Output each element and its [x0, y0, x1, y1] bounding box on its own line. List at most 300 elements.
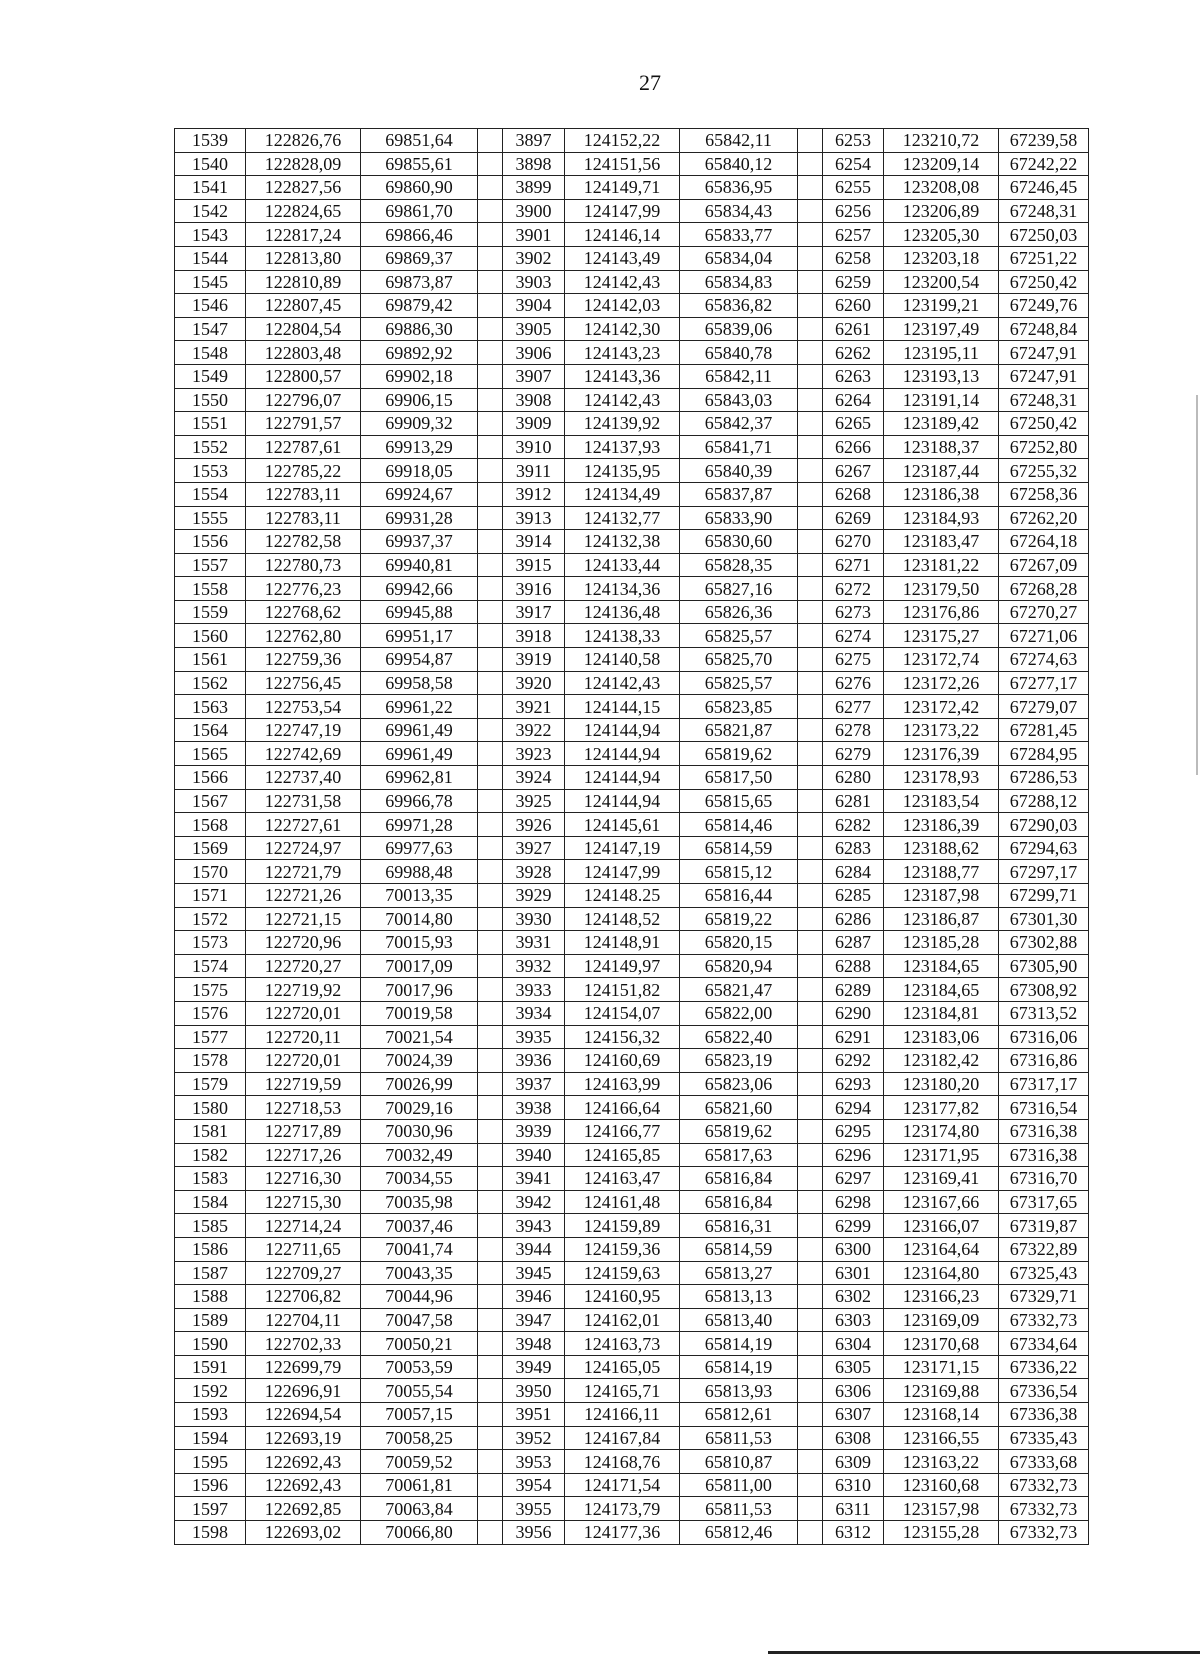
- coordinate-y-cell: 65822,00: [680, 1001, 798, 1025]
- coordinate-x-cell: 123166,55: [884, 1426, 999, 1450]
- table-row: [175, 482, 1089, 506]
- coordinate-x-cell: 124161,48: [565, 1190, 680, 1214]
- coordinate-y-cell: 65819,22: [680, 907, 798, 931]
- coordinate-y-cell: 67316,38: [999, 1119, 1089, 1143]
- coordinate-y-cell: 70058,25: [361, 1426, 478, 1450]
- point-number-cell: 6267: [823, 459, 884, 483]
- point-number-cell: 6297: [823, 1167, 884, 1191]
- column-gap: [478, 129, 503, 153]
- table-row: [175, 1355, 1089, 1379]
- coordinate-y-cell: 70034,55: [361, 1167, 478, 1191]
- column-gap: [478, 907, 503, 931]
- point-number-cell: 1572: [175, 907, 246, 931]
- table-row: [175, 530, 1089, 554]
- column-gap: [798, 577, 823, 601]
- column-gap: [478, 1308, 503, 1332]
- table-row: [175, 459, 1089, 483]
- column-gap: [798, 1119, 823, 1143]
- coordinate-y-cell: 67332,73: [999, 1497, 1089, 1521]
- coordinate-x-cell: 122787,61: [246, 435, 361, 459]
- coordinate-y-cell: 65840,39: [680, 459, 798, 483]
- column-gap: [478, 931, 503, 955]
- column-gap: [798, 907, 823, 931]
- column-gap: [478, 435, 503, 459]
- point-number-cell: 1552: [175, 435, 246, 459]
- column-gap: [798, 246, 823, 270]
- table-row: [175, 789, 1089, 813]
- coordinate-x-cell: 124147,19: [565, 836, 680, 860]
- coordinate-y-cell: 69954,87: [361, 648, 478, 672]
- coordinate-y-cell: 65811,00: [680, 1473, 798, 1497]
- coordinate-y-cell: 70047,58: [361, 1308, 478, 1332]
- coordinate-y-cell: 70026,99: [361, 1072, 478, 1096]
- point-number-cell: 6266: [823, 435, 884, 459]
- point-number-cell: 6311: [823, 1497, 884, 1521]
- coordinate-y-cell: 65834,83: [680, 270, 798, 294]
- column-gap: [478, 317, 503, 341]
- point-number-cell: 1553: [175, 459, 246, 483]
- coordinate-y-cell: 67258,36: [999, 482, 1089, 506]
- point-number-cell: 3911: [503, 459, 565, 483]
- point-number-cell: 3938: [503, 1096, 565, 1120]
- coordinate-y-cell: 70035,98: [361, 1190, 478, 1214]
- coordinate-y-cell: 69961,22: [361, 695, 478, 719]
- coordinate-x-cell: 124167,84: [565, 1426, 680, 1450]
- column-gap: [798, 1426, 823, 1450]
- coordinate-y-cell: 69962,81: [361, 766, 478, 790]
- column-gap: [478, 364, 503, 388]
- coordinate-y-cell: 67239,58: [999, 129, 1089, 153]
- table-row: [175, 152, 1089, 176]
- coordinate-x-cell: 122824,65: [246, 199, 361, 223]
- coordinate-x-cell: 123197,49: [884, 317, 999, 341]
- coordinate-y-cell: 69918,05: [361, 459, 478, 483]
- coordinate-x-cell: 122800,57: [246, 364, 361, 388]
- point-number-cell: 3955: [503, 1497, 565, 1521]
- coordinate-y-cell: 65814,59: [680, 1237, 798, 1261]
- coordinate-y-cell: 67248,31: [999, 388, 1089, 412]
- column-gap: [478, 1072, 503, 1096]
- point-number-cell: 3927: [503, 836, 565, 860]
- coordinate-y-cell: 67316,70: [999, 1167, 1089, 1191]
- coordinate-x-cell: 123163,22: [884, 1450, 999, 1474]
- coordinate-x-cell: 124137,93: [565, 435, 680, 459]
- coordinate-y-cell: 70032,49: [361, 1143, 478, 1167]
- coordinate-x-cell: 122721,26: [246, 884, 361, 908]
- coordinate-x-cell: 123168,14: [884, 1403, 999, 1427]
- coordinate-x-cell: 123167,66: [884, 1190, 999, 1214]
- point-number-cell: 6272: [823, 577, 884, 601]
- point-number-cell: 6276: [823, 671, 884, 695]
- column-gap: [478, 1119, 503, 1143]
- point-number-cell: 6312: [823, 1521, 884, 1545]
- point-number-cell: 1573: [175, 931, 246, 955]
- coordinate-x-cell: 123166,23: [884, 1285, 999, 1309]
- point-number-cell: 6268: [823, 482, 884, 506]
- point-number-cell: 6306: [823, 1379, 884, 1403]
- coordinate-y-cell: 70013,35: [361, 884, 478, 908]
- point-number-cell: 1560: [175, 624, 246, 648]
- point-number-cell: 3940: [503, 1143, 565, 1167]
- point-number-cell: 3916: [503, 577, 565, 601]
- coordinate-y-cell: 67308,92: [999, 978, 1089, 1002]
- column-gap: [478, 1237, 503, 1261]
- point-number-cell: 3950: [503, 1379, 565, 1403]
- coordinate-x-cell: 124138,33: [565, 624, 680, 648]
- column-gap: [478, 176, 503, 200]
- point-number-cell: 3932: [503, 954, 565, 978]
- coordinate-x-cell: 123173,22: [884, 718, 999, 742]
- coordinate-y-cell: 67336,54: [999, 1379, 1089, 1403]
- coordinate-x-cell: 122709,27: [246, 1261, 361, 1285]
- column-gap: [798, 600, 823, 624]
- coordinate-y-cell: 67335,43: [999, 1426, 1089, 1450]
- coordinate-x-cell: 123166,07: [884, 1214, 999, 1238]
- column-gap: [478, 388, 503, 412]
- coordinate-x-cell: 123183,54: [884, 789, 999, 813]
- point-number-cell: 1585: [175, 1214, 246, 1238]
- table-row: [175, 600, 1089, 624]
- column-gap: [798, 129, 823, 153]
- column-gap: [798, 1473, 823, 1497]
- coordinate-y-cell: 65819,62: [680, 742, 798, 766]
- coordinate-y-cell: 69924,67: [361, 482, 478, 506]
- point-number-cell: 6270: [823, 530, 884, 554]
- point-number-cell: 6286: [823, 907, 884, 931]
- column-gap: [798, 624, 823, 648]
- coordinate-y-cell: 65840,12: [680, 152, 798, 176]
- coordinate-x-cell: 122759,36: [246, 648, 361, 672]
- coordinate-x-cell: 124147,99: [565, 860, 680, 884]
- coordinate-y-cell: 69940,81: [361, 553, 478, 577]
- point-number-cell: 1544: [175, 246, 246, 270]
- coordinate-x-cell: 124144,94: [565, 766, 680, 790]
- coordinate-x-cell: 122720,27: [246, 954, 361, 978]
- column-gap: [478, 766, 503, 790]
- coordinate-y-cell: 67274,63: [999, 648, 1089, 672]
- coordinate-x-cell: 122783,11: [246, 482, 361, 506]
- table-row: [175, 1237, 1089, 1261]
- coordinate-y-cell: 69909,32: [361, 412, 478, 436]
- coordinate-y-cell: 67268,28: [999, 577, 1089, 601]
- column-gap: [478, 1214, 503, 1238]
- coordinate-x-cell: 124133,44: [565, 553, 680, 577]
- point-number-cell: 1571: [175, 884, 246, 908]
- point-number-cell: 1578: [175, 1049, 246, 1073]
- column-gap: [478, 1190, 503, 1214]
- point-number-cell: 1539: [175, 129, 246, 153]
- point-number-cell: 1554: [175, 482, 246, 506]
- point-number-cell: 3914: [503, 530, 565, 554]
- coordinate-x-cell: 123160,68: [884, 1473, 999, 1497]
- table-row: [175, 1167, 1089, 1191]
- table-row: [175, 836, 1089, 860]
- column-gap: [798, 223, 823, 247]
- coordinate-x-cell: 123206,89: [884, 199, 999, 223]
- column-gap: [478, 530, 503, 554]
- point-number-cell: 6288: [823, 954, 884, 978]
- column-gap: [798, 482, 823, 506]
- point-number-cell: 1586: [175, 1237, 246, 1261]
- coordinate-x-cell: 123203,18: [884, 246, 999, 270]
- coordinate-y-cell: 65825,57: [680, 671, 798, 695]
- coordinate-x-cell: 124146,14: [565, 223, 680, 247]
- point-number-cell: 1542: [175, 199, 246, 223]
- coordinate-x-cell: 124163,99: [565, 1072, 680, 1096]
- column-gap: [478, 978, 503, 1002]
- column-gap: [798, 695, 823, 719]
- table-row: [175, 1473, 1089, 1497]
- point-number-cell: 1565: [175, 742, 246, 766]
- coordinate-y-cell: 65810,87: [680, 1450, 798, 1474]
- point-number-cell: 3924: [503, 766, 565, 790]
- table-row: [175, 648, 1089, 672]
- coordinate-x-cell: 124143,49: [565, 246, 680, 270]
- coordinate-y-cell: 65820,94: [680, 954, 798, 978]
- point-number-cell: 1590: [175, 1332, 246, 1356]
- coordinate-y-cell: 69931,28: [361, 506, 478, 530]
- point-number-cell: 6255: [823, 176, 884, 200]
- point-number-cell: 3922: [503, 718, 565, 742]
- column-gap: [798, 412, 823, 436]
- point-number-cell: 6291: [823, 1025, 884, 1049]
- column-gap: [478, 836, 503, 860]
- table-row: [175, 506, 1089, 530]
- coordinate-x-cell: 122826,76: [246, 129, 361, 153]
- point-number-cell: 6307: [823, 1403, 884, 1427]
- point-number-cell: 3906: [503, 341, 565, 365]
- table-row: [175, 884, 1089, 908]
- coordinate-y-cell: 67242,22: [999, 152, 1089, 176]
- coordinate-x-cell: 122699,79: [246, 1355, 361, 1379]
- point-number-cell: 3947: [503, 1308, 565, 1332]
- coordinate-y-cell: 70019,58: [361, 1001, 478, 1025]
- table-row: [175, 954, 1089, 978]
- point-number-cell: 1556: [175, 530, 246, 554]
- point-number-cell: 1570: [175, 860, 246, 884]
- coordinate-y-cell: 69961,49: [361, 742, 478, 766]
- coordinate-y-cell: 67329,71: [999, 1285, 1089, 1309]
- coordinate-y-cell: 70057,15: [361, 1403, 478, 1427]
- point-number-cell: 6261: [823, 317, 884, 341]
- column-gap: [798, 813, 823, 837]
- coordinate-x-cell: 123155,28: [884, 1521, 999, 1545]
- coordinate-x-cell: 124166,64: [565, 1096, 680, 1120]
- coordinate-y-cell: 67290,03: [999, 813, 1089, 837]
- coordinate-x-cell: 122720,01: [246, 1049, 361, 1073]
- point-number-cell: 3929: [503, 884, 565, 908]
- coordinate-x-cell: 124163,47: [565, 1167, 680, 1191]
- point-number-cell: 3953: [503, 1450, 565, 1474]
- point-number-cell: 6295: [823, 1119, 884, 1143]
- point-number-cell: 6264: [823, 388, 884, 412]
- coordinate-x-cell: 124168,76: [565, 1450, 680, 1474]
- coordinate-y-cell: 65820,15: [680, 931, 798, 955]
- coordinate-y-cell: 67301,30: [999, 907, 1089, 931]
- coordinate-x-cell: 122714,24: [246, 1214, 361, 1238]
- coordinate-x-cell: 124171,54: [565, 1473, 680, 1497]
- coordinate-y-cell: 65821,47: [680, 978, 798, 1002]
- coordinate-x-cell: 122711,65: [246, 1237, 361, 1261]
- coordinate-y-cell: 69861,70: [361, 199, 478, 223]
- coordinate-x-cell: 122776,23: [246, 577, 361, 601]
- coordinate-x-cell: 124163,73: [565, 1332, 680, 1356]
- coordinate-x-cell: 124148.25: [565, 884, 680, 908]
- coordinate-y-cell: 65837,87: [680, 482, 798, 506]
- coordinate-x-cell: 124166,11: [565, 1403, 680, 1427]
- coordinate-x-cell: 123191,14: [884, 388, 999, 412]
- coordinate-x-cell: 123164,80: [884, 1261, 999, 1285]
- table-row: [175, 246, 1089, 270]
- point-number-cell: 6281: [823, 789, 884, 813]
- column-gap: [478, 1379, 503, 1403]
- column-gap: [798, 435, 823, 459]
- coordinate-y-cell: 67255,32: [999, 459, 1089, 483]
- column-gap: [478, 1473, 503, 1497]
- column-gap: [478, 1001, 503, 1025]
- coordinate-x-cell: 123176,86: [884, 600, 999, 624]
- coordinate-y-cell: 65833,77: [680, 223, 798, 247]
- column-gap: [478, 695, 503, 719]
- point-number-cell: 3952: [503, 1426, 565, 1450]
- column-gap: [798, 789, 823, 813]
- point-number-cell: 6254: [823, 152, 884, 176]
- table-row: [175, 1025, 1089, 1049]
- coordinate-x-cell: 122785,22: [246, 459, 361, 483]
- column-gap: [798, 199, 823, 223]
- coordinate-y-cell: 70014,80: [361, 907, 478, 931]
- coordinate-x-cell: 124134,36: [565, 577, 680, 601]
- column-gap: [478, 813, 503, 837]
- coordinate-y-cell: 65821,87: [680, 718, 798, 742]
- table-row: [175, 1403, 1089, 1427]
- coordinate-x-cell: 124143,36: [565, 364, 680, 388]
- point-number-cell: 1591: [175, 1355, 246, 1379]
- point-number-cell: 3937: [503, 1072, 565, 1096]
- coordinate-y-cell: 69873,87: [361, 270, 478, 294]
- coordinate-x-cell: 124151,82: [565, 978, 680, 1002]
- coordinate-x-cell: 122753,54: [246, 695, 361, 719]
- column-gap: [478, 648, 503, 672]
- point-number-cell: 3942: [503, 1190, 565, 1214]
- table-row: [175, 695, 1089, 719]
- column-gap: [798, 553, 823, 577]
- coordinate-x-cell: 123169,88: [884, 1379, 999, 1403]
- point-number-cell: 6273: [823, 600, 884, 624]
- coordinate-x-cell: 124144,15: [565, 695, 680, 719]
- table-row: [175, 1308, 1089, 1332]
- coordinate-x-cell: 123188,62: [884, 836, 999, 860]
- point-number-cell: 1575: [175, 978, 246, 1002]
- point-number-cell: 3954: [503, 1473, 565, 1497]
- point-number-cell: 1593: [175, 1403, 246, 1427]
- column-gap: [798, 1237, 823, 1261]
- point-number-cell: 1543: [175, 223, 246, 247]
- coordinate-x-cell: 124159,63: [565, 1261, 680, 1285]
- column-gap: [478, 1261, 503, 1285]
- point-number-cell: 6258: [823, 246, 884, 270]
- coordinate-x-cell: 123210,72: [884, 129, 999, 153]
- coordinate-x-cell: 124159,89: [565, 1214, 680, 1238]
- coordinate-y-cell: 69879,42: [361, 294, 478, 318]
- coordinate-x-cell: 124142,03: [565, 294, 680, 318]
- coordinate-x-cell: 122810,89: [246, 270, 361, 294]
- column-gap: [798, 766, 823, 790]
- coordinate-y-cell: 70043,35: [361, 1261, 478, 1285]
- table-row: [175, 317, 1089, 341]
- coordinate-y-cell: 67317,17: [999, 1072, 1089, 1096]
- coordinate-y-cell: 67247,91: [999, 364, 1089, 388]
- coordinate-x-cell: 124156,32: [565, 1025, 680, 1049]
- coordinate-y-cell: 65836,82: [680, 294, 798, 318]
- point-number-cell: 6257: [823, 223, 884, 247]
- coordinate-y-cell: 69937,37: [361, 530, 478, 554]
- column-gap: [798, 742, 823, 766]
- coordinate-x-cell: 122780,73: [246, 553, 361, 577]
- column-gap: [798, 1521, 823, 1545]
- coordinate-x-cell: 124159,36: [565, 1237, 680, 1261]
- coordinate-y-cell: 67316,54: [999, 1096, 1089, 1120]
- coordinate-y-cell: 65840,78: [680, 341, 798, 365]
- coordinate-x-cell: 122721,79: [246, 860, 361, 884]
- column-gap: [798, 1285, 823, 1309]
- point-number-cell: 3956: [503, 1521, 565, 1545]
- coordinate-x-cell: 123184,65: [884, 978, 999, 1002]
- coordinate-y-cell: 70061,81: [361, 1473, 478, 1497]
- coordinate-x-cell: 124132,38: [565, 530, 680, 554]
- scan-edge-line: [768, 1651, 1200, 1654]
- point-number-cell: 3945: [503, 1261, 565, 1285]
- coordinate-x-cell: 122694,54: [246, 1403, 361, 1427]
- point-number-cell: 6265: [823, 412, 884, 436]
- coordinate-x-cell: 123199,21: [884, 294, 999, 318]
- coordinate-x-cell: 122727,61: [246, 813, 361, 837]
- coordinate-x-cell: 122737,40: [246, 766, 361, 790]
- coordinate-x-cell: 122692,43: [246, 1473, 361, 1497]
- column-gap: [478, 1332, 503, 1356]
- point-number-cell: 6263: [823, 364, 884, 388]
- column-gap: [798, 1261, 823, 1285]
- coordinate-y-cell: 65815,12: [680, 860, 798, 884]
- coordinate-y-cell: 67305,90: [999, 954, 1089, 978]
- column-gap: [478, 600, 503, 624]
- coordinate-y-cell: 65822,40: [680, 1025, 798, 1049]
- coordinate-y-cell: 67252,80: [999, 435, 1089, 459]
- table-body: [175, 129, 1089, 1545]
- coordinate-x-cell: 123177,82: [884, 1096, 999, 1120]
- coordinate-y-cell: 69906,15: [361, 388, 478, 412]
- table-row: [175, 813, 1089, 837]
- coordinate-y-cell: 65842,37: [680, 412, 798, 436]
- point-number-cell: 1540: [175, 152, 246, 176]
- coordinate-x-cell: 122762,80: [246, 624, 361, 648]
- coordinate-x-cell: 123184,93: [884, 506, 999, 530]
- coordinate-x-cell: 122828,09: [246, 152, 361, 176]
- coordinate-y-cell: 69988,48: [361, 860, 478, 884]
- coordinate-x-cell: 123184,81: [884, 1001, 999, 1025]
- coordinate-x-cell: 123175,27: [884, 624, 999, 648]
- coordinate-y-cell: 65830,60: [680, 530, 798, 554]
- coordinate-y-cell: 67270,27: [999, 600, 1089, 624]
- column-gap: [798, 884, 823, 908]
- point-number-cell: 1598: [175, 1521, 246, 1545]
- coordinate-x-cell: 123186,87: [884, 907, 999, 931]
- point-number-cell: 6304: [823, 1332, 884, 1356]
- point-number-cell: 3904: [503, 294, 565, 318]
- point-number-cell: 1551: [175, 412, 246, 436]
- column-gap: [798, 931, 823, 955]
- coordinate-x-cell: 123182,42: [884, 1049, 999, 1073]
